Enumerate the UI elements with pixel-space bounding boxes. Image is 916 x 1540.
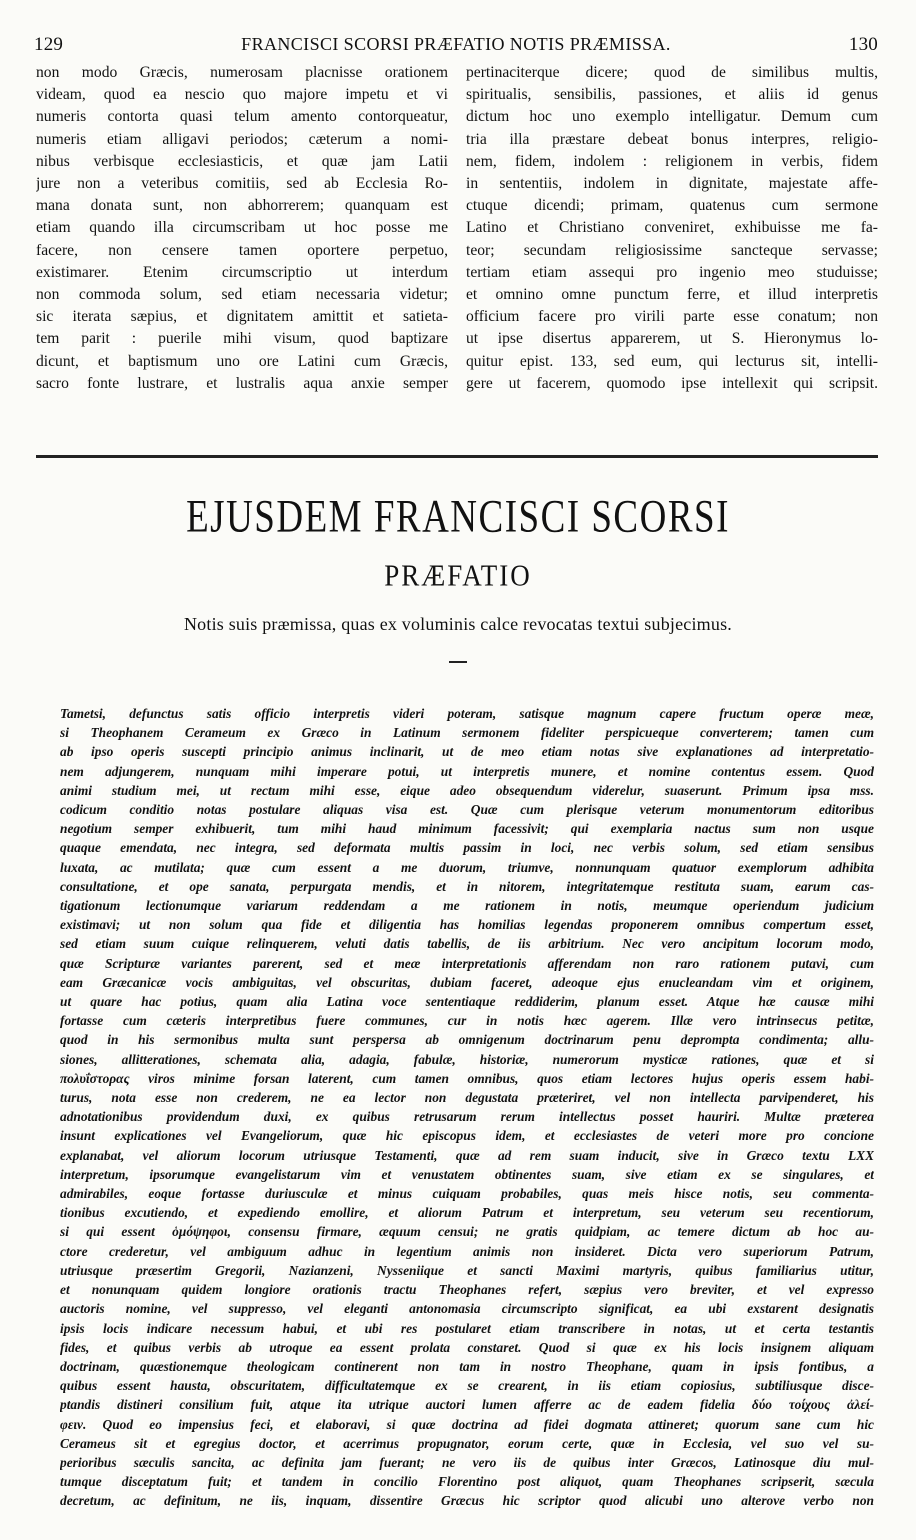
preface-line: siones, allitterationes, schemata alia, adagia, fabulæ, historiæ, numerorum mysticæ rationes, quæ et si bbox=[60, 1051, 874, 1067]
preface-line: fortasse cum cæteris interpretibus fuere communes, cur in notis hæc agerem. Illæ vero intrinsecus petitæ, bbox=[60, 1013, 874, 1029]
preface-line: quibus essent hausta, obscuritatem, difficultatemque ex se crearent, in iis etiam copiosius, subtiliusque disce- bbox=[60, 1378, 874, 1394]
running-title: FRANCISCI SCORSI PRÆFATIO NOTIS PRÆMISSA. bbox=[241, 34, 671, 54]
text-line: teor; secundam religiosissime sancteque servasse; bbox=[466, 241, 878, 259]
section-subtitle: PRÆFATIO bbox=[384, 558, 532, 593]
text-line: officium facere pro virili parte esse conatum; non bbox=[466, 308, 878, 326]
text-line: dictum hoc uno exemplo intelligatur. Demum cum bbox=[466, 108, 878, 126]
preface-line: tigationum lectionumque variarum reddendam a me rationem in notis, meumque operiendum judicium bbox=[60, 898, 874, 914]
page-number-left: 129 bbox=[34, 34, 64, 55]
two-column-text bbox=[36, 62, 878, 418]
preface-line: si Theophanem Cerameum ex Græco in Latinum sermonem fideliter perspicueque converterem; tamen cum bbox=[60, 725, 874, 741]
text-line: existimarer. Etenim circumscriptio ut interdum bbox=[36, 263, 448, 281]
preface-body bbox=[60, 704, 874, 1511]
preface-line: decretum, ac definitum, ne iis, inquam, dissentire Græcus hic scriptor quod alicubi uno alterove verbo non bbox=[60, 1493, 874, 1509]
preface-line: quæ Scripturæ variantes parerent, sed et meæ interpretationis afferendam non raro rationem putavi, cum bbox=[60, 955, 874, 971]
text-line: ut ipse disertus apparerem, ut S. Hieronymus lo- bbox=[466, 330, 878, 348]
preface-line: admirabiles, eoque fortasse duriusculæ et minus cuiquam probabiles, quas meis hisce notis, seu commenta- bbox=[60, 1186, 874, 1202]
text-line: sacro fonte lustrare, et lustralis aqua anxie semper bbox=[36, 374, 448, 392]
preface-line: tionibus excutiendo, et expediendo emollire, et aliorum Patrum et interpretum, seu veterum seu recentiorum, bbox=[60, 1205, 874, 1221]
preface-line: luxata, ac mutilata; quæ cum essent a me duorum, triumve, nonnunquam quatuor exemplorum adhibita bbox=[60, 859, 874, 875]
section-divider bbox=[36, 455, 878, 458]
text-line: facere, non censere tamen oportere perpetuo, bbox=[36, 241, 448, 259]
preface-line: ptandis distineri consilium fuit, atque ita utrique auctori lumen afferre ac de eadem fidelia δύο τοίχους ἀλεί- bbox=[60, 1397, 874, 1413]
text-line: in sententiis, indolem in dignitate, majestate affe- bbox=[466, 175, 878, 193]
text-line: etiam quando illa circumscribam ut hoc posse me bbox=[36, 219, 448, 237]
text-line: tem parit : puerile mihi visum, quod baptizare bbox=[36, 330, 448, 348]
preface-line: quaque emendata, nec integra, sed deformata multis passim in loci, nec verbis solum, sed etiam sensibus bbox=[60, 840, 874, 856]
text-line: numeris contorta quasi telum amento contorqueatur, bbox=[36, 108, 448, 126]
text-line: jure non a veteribus comitiis, sed ab Ecclesia Ro- bbox=[36, 175, 448, 193]
text-line: et omnino omne punctum ferre, et illud interpretis bbox=[466, 286, 878, 304]
section-title: EJUSDEM FRANCISCI SCORSI bbox=[186, 491, 730, 543]
text-line: mana donata sunt, non abhorrerem; quanquam est bbox=[36, 197, 448, 215]
preface-line: Cerameus sit et egregius doctor, et acerrimus propugnator, eorum certe, quæ in Ecclesia, vel suo vel su- bbox=[60, 1435, 874, 1451]
text-line: nem, fidem, indolem : religionem in verbis, fidem bbox=[466, 152, 878, 170]
preface-line: insunt explicationes vel Evangeliorum, quæ hic episcopus idem, et ecclesiastes de veteri more pro concione bbox=[60, 1128, 874, 1144]
text-line: tertiam etiam assequi pro ingenio meo studuisse; bbox=[466, 263, 878, 281]
preface-line: consultatione, et ope sanata, perpurgata mendis, et in nitorem, integritatemque restituta suam, earum cas- bbox=[60, 878, 874, 894]
text-line: pertinaciterque dicere; quod de similibus multis, bbox=[466, 64, 878, 81]
preface-line: ab ipso operis suscepti principio animus inclinarit, ut de meo etiam notas sive explanationes ad interpretatio- bbox=[60, 744, 874, 760]
preface-line: ut quare hac potius, quam alia Latina voce sententiaque reddiderim, planum esset. Atque hæ causæ mihi bbox=[60, 994, 874, 1010]
preface-line: quod in his sermonibus multa sunt perspersa ab omnigenum doctrinarum penu deprompta condimenta; allu- bbox=[60, 1032, 874, 1048]
text-line: non modo Græcis, numerosam placnisse orationem bbox=[36, 64, 448, 81]
right-column bbox=[466, 62, 878, 418]
preface-line: fides, et quibus verbis ab utroque ea essent prolata constaret. Quod si quæ ex his locis insignem aliquam bbox=[60, 1339, 874, 1355]
preface-line: perioribus sæculis sancita, ac definita jam fuerant; ne vero iis de quibus inter Græcos, Latinosque diu mul- bbox=[60, 1454, 874, 1470]
preface-line: tumque disceptatum fuit; et tandem in concilio Florentino post aliquot, quam Theophanes scripserit, sæcula bbox=[60, 1474, 874, 1490]
text-line: Latino et Christiano conveniret, exhibuisse me fa- bbox=[466, 219, 878, 237]
preface-line: codicum conditio notas postulare aliquas visa est. Quæ cum plerisque veterum monumentorum editoribus bbox=[60, 802, 874, 818]
preface-line: ipsis locis indicare necessum habui, et ubi res postularet etiam transcribere in notas, ut et certa testantis bbox=[60, 1320, 874, 1336]
text-line: non commoda solum, sed etiam necessaria videtur; bbox=[36, 286, 448, 304]
preface-line: explanabat, vel aliorum locorum utriusque Testamenti, quæ ad rem suam inducit, sive in Græco textu LXX bbox=[60, 1147, 874, 1163]
preface-line: animi studium mei, ut rectum mihi esse, eique adeo obsequendum viderelur, suaserunt. Primum ipsa mss. bbox=[60, 782, 874, 798]
ornament-dash bbox=[449, 661, 467, 663]
left-column bbox=[36, 62, 448, 418]
text-line: videam, quod ea nescio quo majore impetu et vi bbox=[36, 86, 448, 104]
text-line: gere ut facerem, quomodo ipse intellexit qui scripsit. bbox=[466, 374, 878, 392]
text-line: sic iterata sæpius, et dignitatem amittit et satieta- bbox=[36, 308, 448, 326]
preface-line: negotium semper exhibuerit, tum mihi haud minimum facessivit; qui exemplaria nactus sum non usque bbox=[60, 821, 874, 837]
preface-line: eam Græcanicæ vocis ambiguitas, vel obscuritas, dubiam faceret, adeoque ejus enucleandam vim et originem, bbox=[60, 974, 874, 990]
preface-line: φειν. Quod eo impensius feci, et elaboravi, si quæ doctrina ad fidei dogmata attineret; quorum sane cum hic bbox=[60, 1416, 874, 1432]
running-head bbox=[34, 34, 878, 60]
preface-line: auctoris nomine, vel suppresso, vel eleganti antonomasia circumscripto significat, ea ubi exstarent designatis bbox=[60, 1301, 874, 1317]
text-line: numeris etiam alligavi periodos; cæterum a nomi- bbox=[36, 130, 448, 148]
text-line: quitur epist. 133, sed eum, qui lecturus sit, intelli- bbox=[466, 352, 878, 370]
preface-line: si qui essent ὁμόψηφοι, consensu firmare, æquum censui; ne gratis quidpiam, ac temere dictum ab hoc au- bbox=[60, 1224, 874, 1240]
preface-line: Tametsi, defunctus satis officio interpretis videri poteram, satisque magnum capere fructum operæ meæ, bbox=[60, 706, 874, 721]
text-line: nibus verbisque ecclesiasticis, et quæ jam Latii bbox=[36, 152, 448, 170]
preface-line: existimavi; ut non solum qua fide et diligentia has homilias legendas proponerem omnibus compertum esset, bbox=[60, 917, 874, 933]
preface-line: ctore crederetur, vel ambiguum adhuc in legentium animis non insideret. Dicta vero superiorum Patrum, bbox=[60, 1243, 874, 1259]
preface-line: utriusque præsertim Gregorii, Nazianzeni, Nysseniique et sancti Maximi martyris, quibus familiarius utitur, bbox=[60, 1262, 874, 1278]
text-line: tria illa præstare debeat bonus interpres, religio- bbox=[466, 130, 878, 148]
text-line: dicunt, et baptismum uno ore Latini cum Græcis, bbox=[36, 352, 448, 370]
preface-line: interpretum, ipsorumque evangelistarum vim et venustatem obtinentes suam, sive etiam ex se singulares, et bbox=[60, 1166, 874, 1182]
section-tagline: Notis suis præmissa, quas ex voluminis calce revocatas textui subjecimus. bbox=[183, 614, 732, 634]
preface-line: doctrinam, quæstionemque theologicam continerent non tam in nostro Theophane, quam in ipsis fontibus, a bbox=[60, 1358, 874, 1374]
preface-line: πολυΐστορας viros minime forsan laterent, cum tamen omnibus, quos etiam lectores hujus operis essem habi- bbox=[60, 1070, 874, 1086]
preface-line: et nonunquam quidem longiore orationis tractu Theophanes refert, sæpius vero breviter, et vel expresso bbox=[60, 1282, 874, 1298]
preface-line: nem adjungerem, nunquam mihi imperare potui, ut interpretis munere, et nomine contentus essem. Quod bbox=[60, 763, 874, 779]
text-line: ctuque dicendi; primam, quatenus cum sermone bbox=[466, 197, 878, 215]
text-line: spiritualis, sensibilis, passiones, et aliis id genus bbox=[466, 86, 878, 104]
preface-line: turus, nota esse non crederem, ne ea lector non degustata præteriret, vel non intellecta parvipenderet, his bbox=[60, 1090, 874, 1106]
section-heading bbox=[0, 490, 916, 663]
preface-line: adnotationibus providendum duxi, ex quibus retrusarum rerum intellectus posset hauriri. Multæ præterea bbox=[60, 1109, 874, 1125]
preface-line: sed etiam suum cuique relinquerem, veluti datis tabellis, de iis arbitrium. Nec vero ancipitum locorum modo, bbox=[60, 936, 874, 952]
page-number-right: 130 bbox=[848, 34, 878, 55]
